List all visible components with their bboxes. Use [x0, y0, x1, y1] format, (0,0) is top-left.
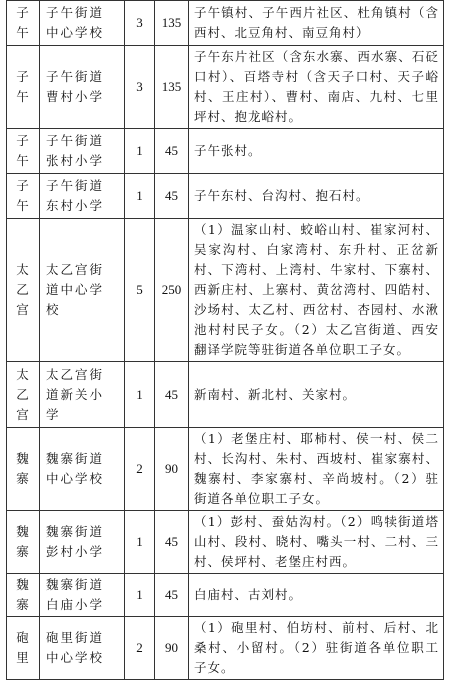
table-row [7, 617, 444, 680]
seat-count-cell: 90 [155, 617, 189, 680]
service-area-cell: 新南村、新北村、关家村。 [189, 362, 444, 428]
table-row [7, 46, 444, 129]
street-cell: 太 乙 宫 [7, 362, 40, 428]
table-row [7, 219, 444, 362]
table-row [7, 362, 444, 428]
table-row [7, 1, 444, 46]
seat-count-cell: 90 [155, 428, 189, 511]
service-area-cell: 子午张村。 [189, 129, 444, 174]
class-count-cell: 1 [125, 174, 155, 219]
service-area-cell: （1）砲里村、伯坊村、前村、后村、北桑村、小留村。（2）驻街道各单位职工子女。 [189, 617, 444, 680]
street-cell: 魏 寨 [7, 428, 40, 511]
table-row [7, 428, 444, 511]
service-area-cell: （1）彭村、蚕姑沟村。（2）鸣犊街道塔山村、段村、晓村、嘴头一村、二村、三村、侯坪村、老堡庄村西。 [189, 511, 444, 574]
school-district-table [6, 0, 444, 680]
seat-count-cell: 45 [155, 129, 189, 174]
school-name-cell: 子午街道 东村小学 [40, 174, 125, 219]
table-row [7, 129, 444, 174]
seat-count-cell: 135 [155, 46, 189, 129]
seat-count-cell: 45 [155, 511, 189, 574]
school-name-cell: 魏寨街道 中心学校 [40, 428, 125, 511]
school-name-cell: 魏寨街道 彭村小学 [40, 511, 125, 574]
street-cell: 子 午 [7, 46, 40, 129]
class-count-cell: 1 [125, 129, 155, 174]
service-area-cell: 子午镇村、子午西片社区、杜角镇村（含西村、北豆角村、南豆角村） [189, 1, 444, 46]
school-name-cell: 砲里街道 中心学校 [40, 617, 125, 680]
service-area-cell: 子午东片社区（含东水寨、西水寨、石砭口村）、百塔寺村（含天子口村、天子峪村、王庄村）、曹村、南店、九村、七里坪村、抱龙峪村。 [189, 46, 444, 129]
seat-count-cell: 250 [155, 219, 189, 362]
street-cell: 子 午 [7, 174, 40, 219]
service-area-cell: （1）温家山村、蛟峪山村、崔家河村、吴家沟村、白家湾村、东升村、正岔新村、下湾村、上湾村、牛家村、下寨村、西新庄村、上寨村、黄岔湾村、四皓村、沙场村、太乙村、西岔村、杏园村、水湫池村村民子女。（2）太乙宫街道、西安翻译学院等驻街道各单位职工子女。 [189, 219, 444, 362]
school-name-cell: 子午街道 张村小学 [40, 129, 125, 174]
class-count-cell: 1 [125, 362, 155, 428]
class-count-cell: 1 [125, 511, 155, 574]
street-cell: 魏 寨 [7, 511, 40, 574]
class-count-cell: 5 [125, 219, 155, 362]
street-cell: 砲 里 [7, 617, 40, 680]
seat-count-cell: 135 [155, 1, 189, 46]
class-count-cell: 3 [125, 1, 155, 46]
school-name-cell: 太乙宫街 道新关小 学 [40, 362, 125, 428]
street-cell: 子 午 [7, 1, 40, 46]
seat-count-cell: 45 [155, 174, 189, 219]
service-area-cell: （1）老堡庄村、耶柿村、侯一村、侯二村、长沟村、朱村、西坡村、崔家寨村、魏寨村、李家寨村、辛尚坡村。（2）驻街道各单位职工子女。 [189, 428, 444, 511]
class-count-cell: 2 [125, 617, 155, 680]
class-count-cell: 3 [125, 46, 155, 129]
school-name-cell: 子午街道 中心学校 [40, 1, 125, 46]
table-row [7, 511, 444, 574]
table-row [7, 574, 444, 617]
class-count-cell: 2 [125, 428, 155, 511]
school-name-cell: 太乙宫街 道中心学 校 [40, 219, 125, 362]
school-name-cell: 子午街道 曹村小学 [40, 46, 125, 129]
school-name-cell: 魏寨街道 白庙小学 [40, 574, 125, 617]
street-cell: 太 乙 宫 [7, 219, 40, 362]
seat-count-cell: 45 [155, 362, 189, 428]
service-area-cell: 白庙村、古刘村。 [189, 574, 444, 617]
service-area-cell: 子午东村、台沟村、抱石村。 [189, 174, 444, 219]
seat-count-cell: 45 [155, 574, 189, 617]
street-cell: 魏 寨 [7, 574, 40, 617]
table-row [7, 174, 444, 219]
street-cell: 子 午 [7, 129, 40, 174]
class-count-cell: 1 [125, 574, 155, 617]
